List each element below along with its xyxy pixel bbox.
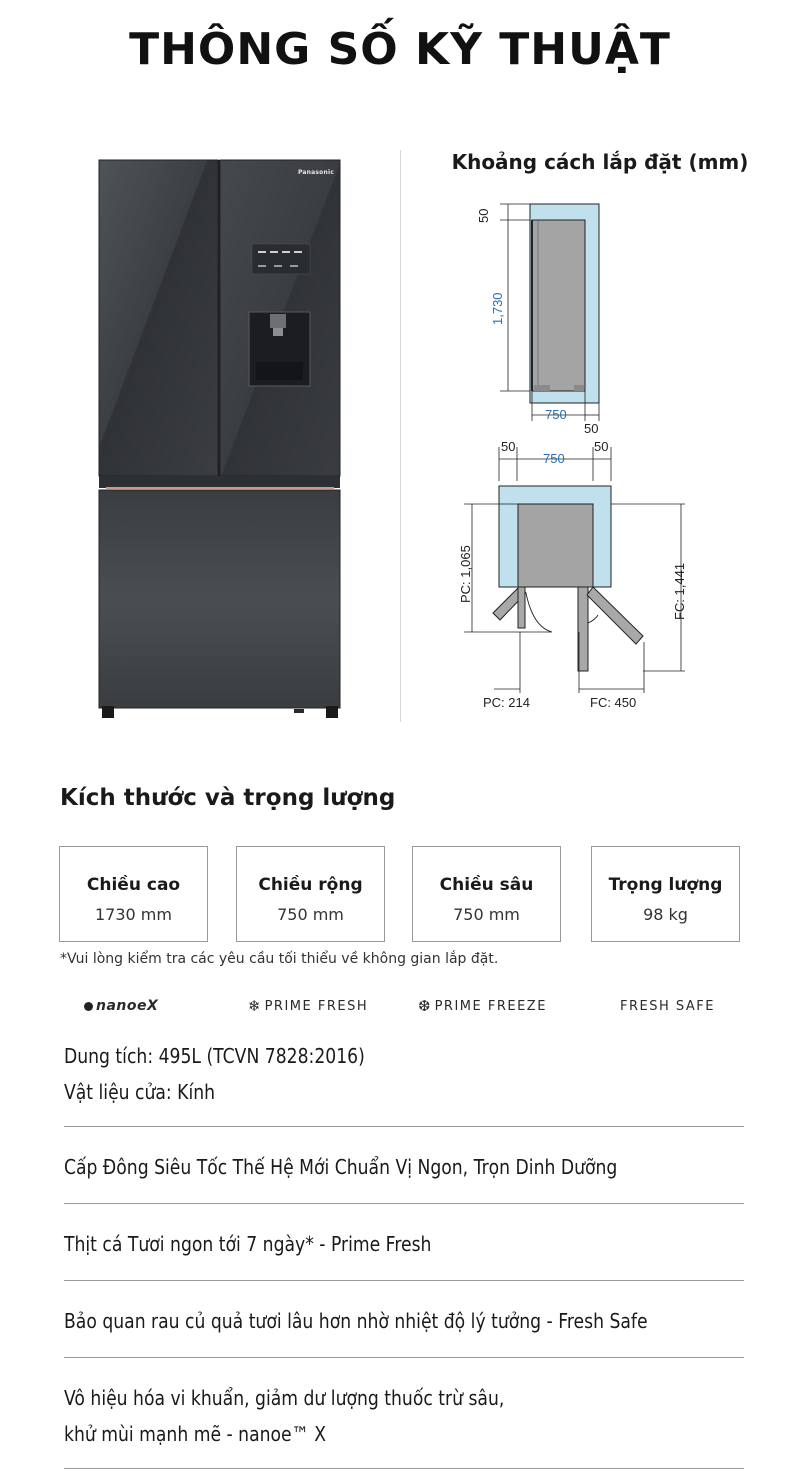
fresh-safe-logo xyxy=(620,996,715,1016)
top-width-label: 750 xyxy=(543,451,565,466)
snowflake-icon: ❄ xyxy=(248,997,261,1015)
top-view-diagram xyxy=(458,439,687,710)
nanoe-dot-icon xyxy=(84,1002,93,1011)
top-right-gap-label: 50 xyxy=(594,439,609,454)
prime-fresh-logo xyxy=(248,996,368,1016)
divider-line xyxy=(64,1203,744,1204)
fridge-illustration xyxy=(98,158,342,720)
snowflake-badge-icon: ❆ xyxy=(418,997,431,1015)
installation-diagram xyxy=(440,195,770,720)
prime-fresh-label: PRIME FRESH xyxy=(264,998,369,1014)
fc-depth-label: FC: 1,441 xyxy=(672,562,687,620)
side-top-gap-label: 50 xyxy=(476,208,491,223)
vertical-divider xyxy=(400,150,401,722)
fridge-accent-strip xyxy=(106,487,334,489)
pc-depth-label: PC: 1,065 xyxy=(458,545,473,603)
fridge-display-panel xyxy=(252,244,310,274)
feature-fresh-safe: Bảo quan rau củ quả tươi lâu hơn nhờ nhiệt độ lý tưởng - Fresh Safe xyxy=(64,1309,648,1333)
feature-prime-fresh: Thịt cá Tươi ngon tới 7 ngày* - Prime Fresh xyxy=(64,1232,432,1256)
divider-line xyxy=(64,1126,744,1127)
spec-weight xyxy=(591,846,740,942)
fresh-safe-label: FRESH SAFE xyxy=(620,998,715,1014)
feature-nanoe-line2: khử mùi mạnh mẽ - nanoe™ X xyxy=(64,1422,327,1446)
right-door-open xyxy=(587,587,643,644)
side-height-label: 1,730 xyxy=(490,292,505,325)
top-fridge-body xyxy=(518,504,593,587)
diagram-title: Khoảng cách lắp đặt (mm) xyxy=(451,150,749,174)
side-view-diagram xyxy=(476,204,599,436)
spec-value: 750 mm xyxy=(453,905,520,924)
side-fridge-body xyxy=(532,220,585,391)
spec-name: Chiều rộng xyxy=(258,875,363,895)
spec-name: Trọng lượng xyxy=(608,875,723,895)
pc-swing-label: PC: 214 xyxy=(483,695,530,710)
spec-value: 1730 mm xyxy=(95,905,172,924)
fc-swing-label: FC: 450 xyxy=(590,695,637,710)
top-left-gap-label: 50 xyxy=(501,439,516,454)
divider-line xyxy=(64,1280,744,1281)
side-back-gap-label: 50 xyxy=(584,421,599,436)
capacity-text: Dung tích: 495L (TCVN 7828:2016) xyxy=(64,1044,365,1068)
prime-freeze-label: PRIME FREEZE xyxy=(434,998,547,1014)
door-material-text: Vật liệu cửa: Kính xyxy=(64,1080,216,1104)
spec-height xyxy=(59,846,208,942)
divider-line xyxy=(64,1357,744,1358)
prime-freeze-logo xyxy=(418,996,547,1016)
fridge-left-door xyxy=(99,160,218,476)
spec-name: Chiều sâu xyxy=(439,875,534,895)
nanoe-x-logo xyxy=(84,996,158,1016)
left-drawer-open xyxy=(518,587,525,628)
feature-nanoe-line1: Vô hiệu hóa vi khuẩn, giảm dư lượng thuốc trừ sâu, xyxy=(64,1386,505,1410)
installation-footnote: *Vui lòng kiểm tra các yêu cầu tối thiểu về không gian lắp đặt. xyxy=(60,951,499,967)
spec-name: Chiều cao xyxy=(86,875,181,895)
spec-width xyxy=(236,846,385,942)
side-depth-label: 750 xyxy=(545,407,567,422)
brand-logo: Panasonic xyxy=(298,169,334,176)
spec-depth xyxy=(412,846,561,942)
page-title: THÔNG SỐ KỸ THUẬT xyxy=(129,24,671,75)
fridge-product-image xyxy=(98,158,342,720)
divider-line xyxy=(64,1468,744,1469)
nanoe-x-label: nanoeX xyxy=(96,998,159,1014)
right-drawer-open xyxy=(578,587,588,671)
fridge-bottom-drawer xyxy=(99,490,340,708)
spec-value: 750 mm xyxy=(277,905,344,924)
dimensions-heading: Kích thước và trọng lượng xyxy=(60,785,396,811)
spec-value: 98 kg xyxy=(643,905,688,924)
feature-fast-freeze: Cấp Đông Siêu Tốc Thế Hệ Mới Chuẩn Vị Ngon, Trọn Dinh Dưỡng xyxy=(64,1155,618,1179)
